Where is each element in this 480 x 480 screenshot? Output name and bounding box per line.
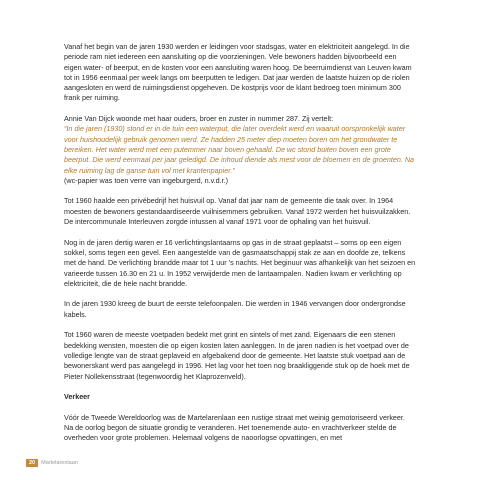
testimony-intro: Annie Van Dijck woonde met haar ouders, broer en zuster in nummer 287. Zij vertelt: bbox=[64, 114, 334, 124]
page-footer bbox=[26, 459, 78, 467]
paragraph-utilities: Vanaf het begin van de jaren 1930 werden er leidingen voor stadsgas, water en elektriciteit aangelegd. In die periode ram niet iedereen een aansluiting op die voorzieningen. Vele bewoners hadden bijvoorbeeld een eigen water- of beerput, en de kosten voor een aansluiting waren hoog. De beerruimdienst van Leuven kwam tot in 1956 eenmaal per week langs om beerputten te ledigen. Dat jaar werden de laatste huizen op de riolen aangesloten en werd de ruimingsdienst opgeheven. De kostprijs voor de klant bedroeg toen minimum 300 frank per ruiming. bbox=[64, 42, 412, 103]
paragraph-testimony bbox=[64, 114, 416, 186]
editor-note: (wc-papier was toen verre van ingeburgerd, n.v.d.r.) bbox=[64, 175, 229, 185]
testimony-quote: “In die jaren (1930) stond er in de tuin een waterput, die later overdekt werd en waaruit oorspronkelijk water voor huishoudelijk gebruik genomen werd. Ze hadden 25 meter diep moeten boren om het grondwater te bereiken. Het water werd met een putemmer naar boven gehaald. De wc stond buiten boven een grote beerput. Die werd eenmaal per jaar geledigd. De inhoud diende als mest voor de bloemen en de groenten. Na elke ruiming lag de ganse tuin vol met krantenpapier.” bbox=[64, 124, 415, 175]
paragraph-traffic: Vóór de Tweede Wereldoorlog was de Martelarenlaan een rustige straat met weinig gemotoriseerd verkeer. Na de oorlog begon de situatie grondig te veranderen. Het toenemende auto- en vrachtverkeer stelde de overheden voor grote problemen. Helemaal volgens de naoorlogse opvattingen, en met bbox=[64, 412, 405, 443]
paragraph-lighting: Nog in de jaren dertig waren er 16 verlichtingslantaarns op gas in de straat geplaatst – soms op een eigen sokkel, soms tegen een gevel. Een aangestelde van de gasmaatschappij stak ze aan en doofde ze, telkens met de hand. De verlichting brandde maar tot 1 uur ’s nachts. Het beginuur was afhankelijk van het seizoen en varieerde tussen 16.30 en 21 u. In 1952 verwijderde men de lantaarnpalen. Nadien kwam er verlichting op elektriciteit, die de hele nacht brandde. bbox=[64, 237, 416, 288]
paragraph-telephone: In de jaren 1930 kreeg de buurt de eerste telefoonpalen. Die werden in 1946 vervangen door ondergrondse kabels. bbox=[64, 299, 406, 319]
paragraph-waste: Tot 1960 haalde een privébedrijf het huisvuil op. Vanaf dat jaar nam de gemeente die taak over. In 1964 moesten de bewoners gestandaardiseerde vuilnisemmers gebruiken. Vanaf 1972 werden het huisvuilzakken. De intercommunale Interleuven zorgde intussen al vanaf 1971 voor de ophaling van het huisvuil. bbox=[64, 196, 411, 227]
paragraph-sidewalks: Tot 1960 waren de meeste voetpaden bedekt met grint en sintels of met zand. Eigenaars die een stenen bedekking wensten, moesten die op eigen kosten laten aanleggen. In de jaren nadien is het voetpad over de volledige lengte van de straat geplaveid en afgebakend door de gemeente. Het laatste stuk voetpad aan de bewonerskant werd pas aangelegd in 1996. Het lag voor het toen nog braakliggende stuk op de hoek met de Pieter Nollekensstraat (tegenwoordig het Klaprozenveld). bbox=[64, 330, 410, 381]
footer-section-title: Martelarenlaan bbox=[41, 460, 78, 466]
page-number: 20 bbox=[26, 459, 38, 467]
body-text bbox=[64, 42, 416, 454]
section-heading: Verkeer bbox=[64, 392, 90, 402]
